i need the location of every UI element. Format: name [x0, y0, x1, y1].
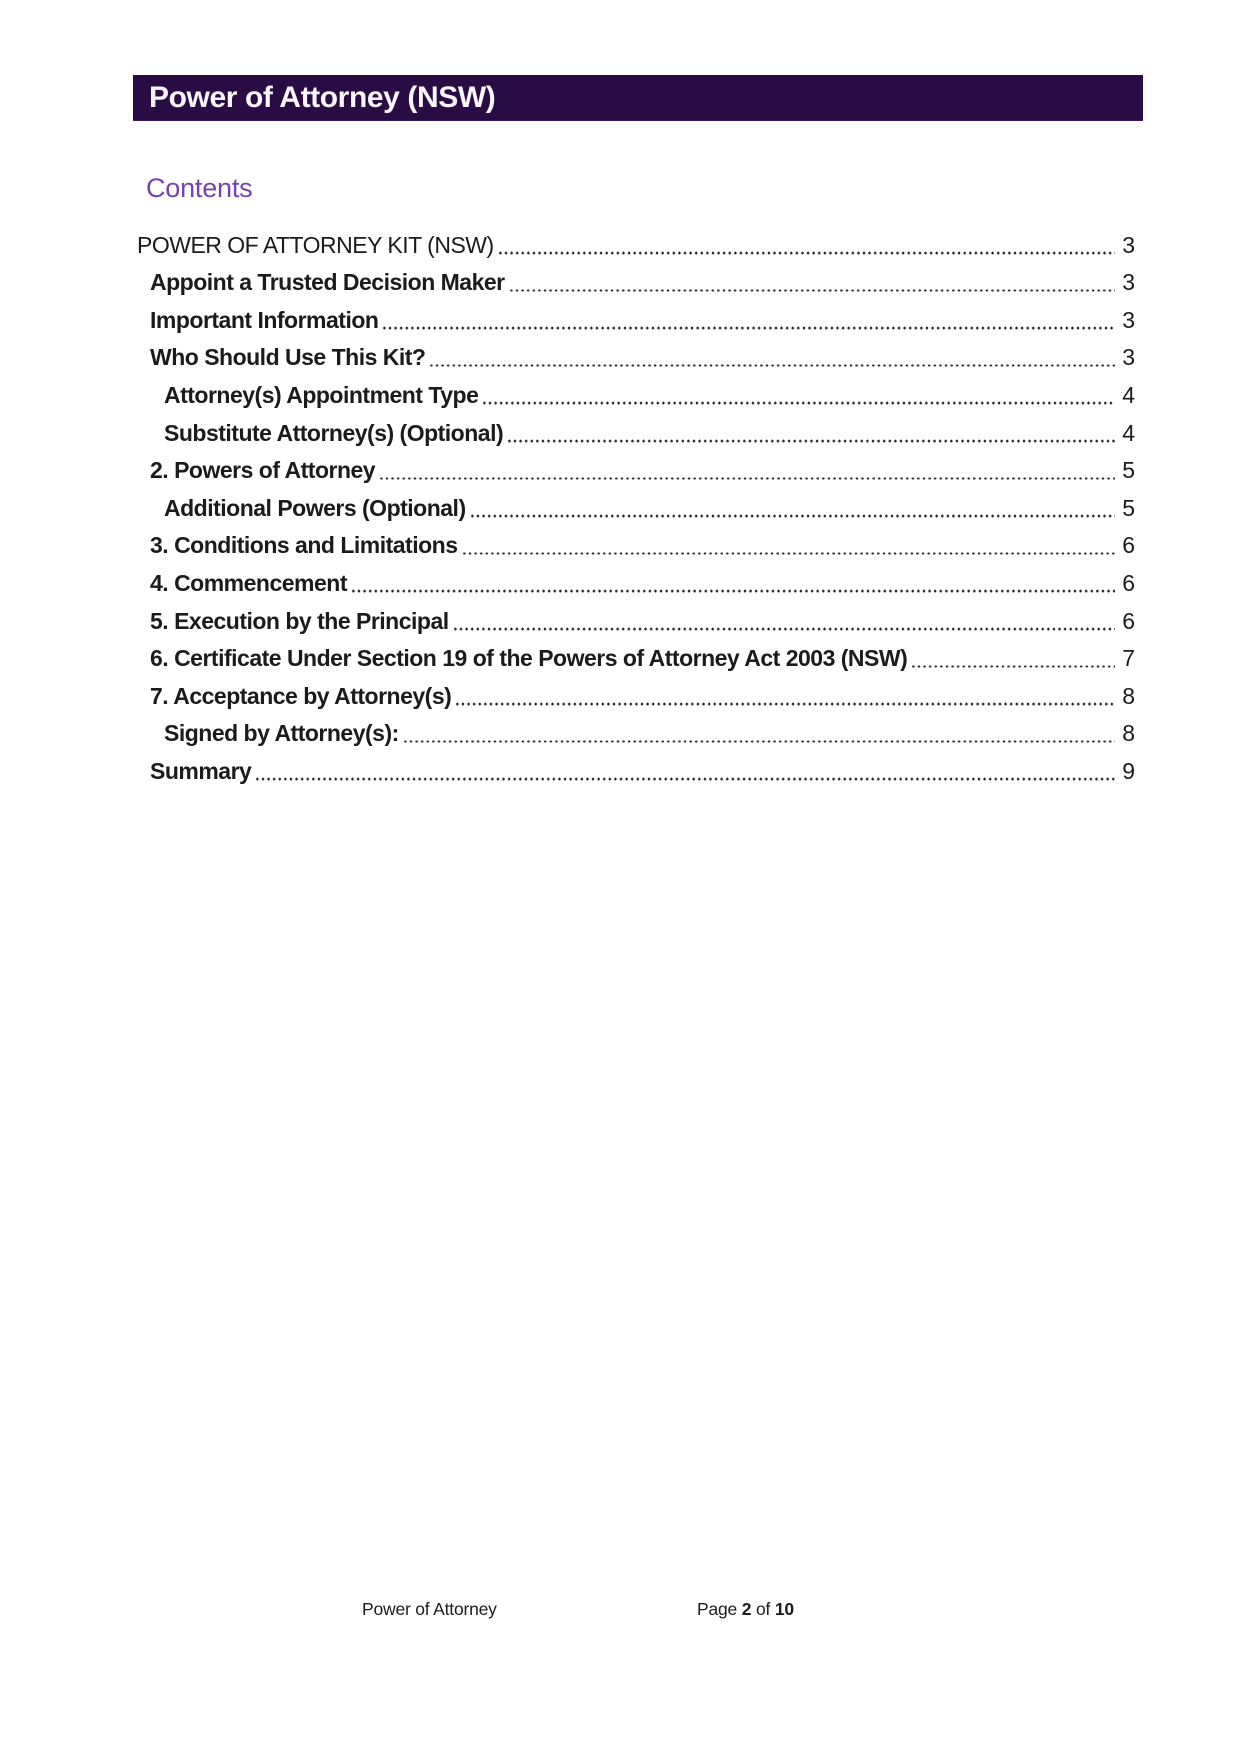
toc-entry-label: Substitute Attorney(s) (Optional)	[164, 419, 504, 446]
toc-page-number: 4	[1122, 381, 1135, 408]
toc-page-number: 3	[1122, 344, 1135, 371]
toc-page-number: 7	[1122, 645, 1135, 672]
toc-entry-label: Summary	[150, 757, 252, 784]
toc-entry-label: Who Should Use This Kit?	[150, 344, 426, 371]
toc-entry[interactable]	[137, 261, 1135, 299]
footer-of-label: of	[755, 1599, 771, 1619]
toc-entry[interactable]	[137, 749, 1135, 787]
toc-entry[interactable]	[137, 298, 1135, 336]
toc-dot-leader	[383, 326, 1115, 330]
toc-dot-leader	[454, 627, 1115, 631]
toc-dot-leader	[510, 289, 1115, 293]
toc-page-number: 6	[1122, 607, 1135, 634]
toc-entry-label: POWER OF ATTORNEY KIT (NSW)	[137, 231, 494, 258]
document-title-bar	[133, 75, 1143, 121]
toc-entry-label: Appoint a Trusted Decision Maker	[150, 269, 505, 296]
toc-page-number: 9	[1122, 757, 1135, 784]
toc-entry[interactable]	[137, 674, 1135, 712]
toc-dot-leader	[499, 251, 1115, 255]
toc-entry-label: Signed by Attorney(s):	[164, 720, 399, 747]
toc-dot-leader	[256, 777, 1115, 781]
toc-dot-leader	[380, 477, 1115, 481]
contents-heading: Contents	[146, 173, 253, 203]
toc-page-number: 5	[1122, 494, 1135, 521]
toc-entry[interactable]	[137, 599, 1135, 637]
footer-page-total: 10	[774, 1599, 794, 1619]
footer-document-title: Power of Attorney	[362, 1599, 497, 1619]
toc-entry-label: 3. Conditions and Limitations	[150, 532, 458, 559]
toc-dot-leader	[471, 514, 1115, 518]
toc-dot-leader	[508, 439, 1115, 443]
footer-page-indicator	[697, 1599, 794, 1620]
toc-page-number: 3	[1122, 306, 1135, 333]
toc-entry[interactable]	[137, 637, 1135, 675]
footer-page-label: Page	[697, 1599, 738, 1619]
toc-dot-leader	[352, 589, 1115, 593]
toc-page-number: 4	[1122, 419, 1135, 446]
toc-dot-leader	[404, 740, 1115, 744]
toc-entry-label: 6. Certificate Under Section 19 of the Powers of Attorney Act 2003 (NSW)	[150, 645, 908, 672]
toc-dot-leader	[430, 364, 1115, 368]
document-title: Power of Attorney (NSW)	[149, 80, 496, 114]
table-of-contents	[137, 223, 1135, 787]
toc-entry[interactable]	[137, 449, 1135, 487]
footer-page-current: 2	[741, 1599, 752, 1619]
toc-dot-leader	[912, 665, 1115, 669]
toc-entry[interactable]	[137, 712, 1135, 750]
toc-entry[interactable]	[137, 336, 1135, 374]
toc-entry[interactable]	[137, 373, 1135, 411]
toc-entry[interactable]	[137, 411, 1135, 449]
toc-page-number: 6	[1122, 569, 1135, 596]
toc-entry-label: 7. Acceptance by Attorney(s)	[150, 682, 452, 709]
toc-entry[interactable]	[137, 524, 1135, 562]
toc-page-number: 8	[1122, 720, 1135, 747]
toc-entry[interactable]	[137, 223, 1135, 261]
toc-entry-label: Additional Powers (Optional)	[164, 494, 466, 521]
toc-page-number: 6	[1122, 532, 1135, 559]
toc-entry[interactable]	[137, 561, 1135, 599]
toc-dot-leader	[463, 552, 1116, 556]
toc-entry[interactable]	[137, 486, 1135, 524]
toc-page-number: 3	[1122, 269, 1135, 296]
toc-entry-label: 5. Execution by the Principal	[150, 607, 449, 634]
toc-page-number: 5	[1122, 457, 1135, 484]
toc-page-number: 3	[1122, 231, 1135, 258]
toc-entry-label: Attorney(s) Appointment Type	[164, 381, 479, 408]
toc-dot-leader	[456, 702, 1115, 706]
toc-dot-leader	[483, 401, 1115, 405]
toc-entry-label: Important Information	[150, 306, 379, 333]
toc-page-number: 8	[1122, 682, 1135, 709]
toc-entry-label: 2. Powers of Attorney	[150, 457, 376, 484]
toc-entry-label: 4. Commencement	[150, 569, 348, 596]
